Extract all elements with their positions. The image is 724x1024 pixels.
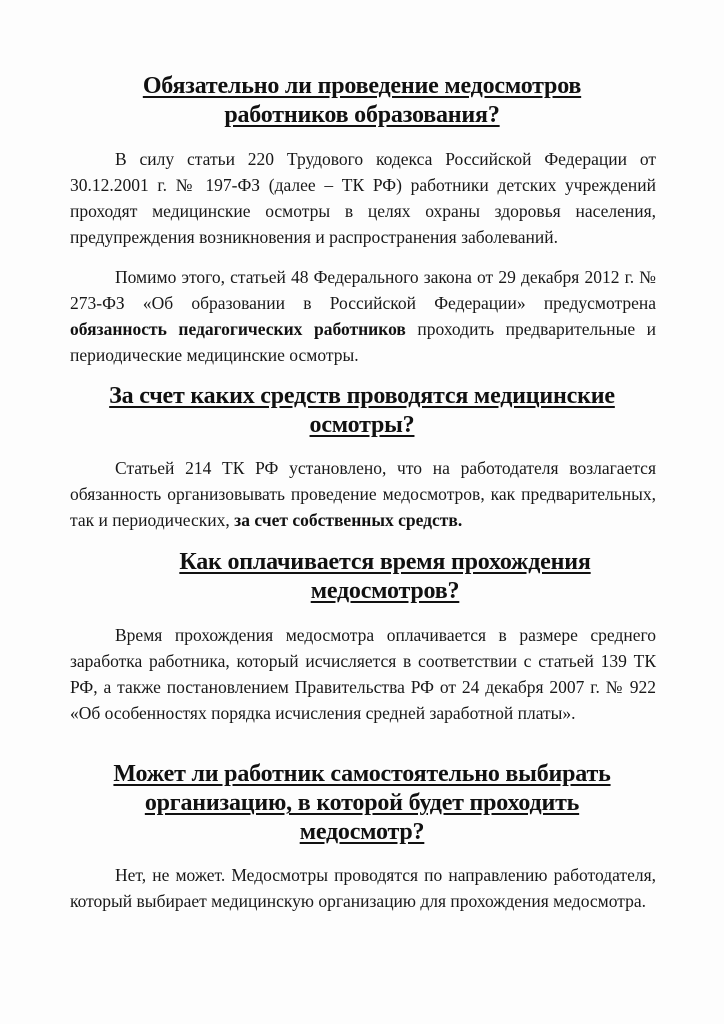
section-1-paragraph-2 (70, 264, 656, 368)
section-4-paragraph-1 (70, 862, 656, 914)
bold-emphasis: обязанность педагогических работников (70, 319, 406, 339)
bold-emphasis: за счет собственных средств. (234, 510, 463, 530)
section-3-paragraph-1 (70, 622, 656, 726)
paragraph-text: Нет, не может. Медосмотры проводятся по направлению работодателя, который выбирает медицинскую организацию для прохождения медосмотра. (70, 865, 656, 911)
section-1-paragraph-1 (70, 146, 656, 250)
paragraph-text: Время прохождения медосмотра оплачивается в размере среднего заработка работника, который исчисляется в соответствии с статьей 139 ТК РФ, а также постановлением Правительства РФ от 24 декабря 2007 г. № 922 «Об особенностях порядка исчисления средней заработной платы». (70, 625, 656, 723)
section-4-title: Может ли работник самостоятельно выбирать организацию, в которой будет проходить медосмотр? (113, 761, 611, 845)
paragraph-text: Статьей 214 ТК РФ установлено, что на работодателя возлагается обязанность организовывать проведение медосмотров, как предварительных, так и периодических, (70, 458, 656, 530)
section-3-title: Как оплачивается время прохождения медосмотров? (179, 549, 591, 604)
section-1-title: Обязательно ли проведение медосмотров работников образования? (142, 73, 582, 128)
section-2-title: За счет каких средств проводятся медицинские осмотры? (109, 383, 615, 438)
paragraph-text: В силу статьи 220 Трудового кодекса Российской Федерации от 30.12.2001 г. № 197-ФЗ (далее – ТК РФ) работники детских учреждений проходят медицинские осмотры в целях охраны здоровья населения, предупреждения возникновения и распространения заболеваний. (70, 149, 656, 247)
paragraph-text: проходить предварительные и периодические медицинские осмотры. (70, 319, 656, 365)
section-2-paragraph-1 (70, 455, 656, 533)
paragraph-text: Помимо этого, статьей 48 Федерального закона от 29 декабря 2012 г. № 273-ФЗ «Об образовании в Российской Федерации» предусмотрена (70, 267, 656, 313)
